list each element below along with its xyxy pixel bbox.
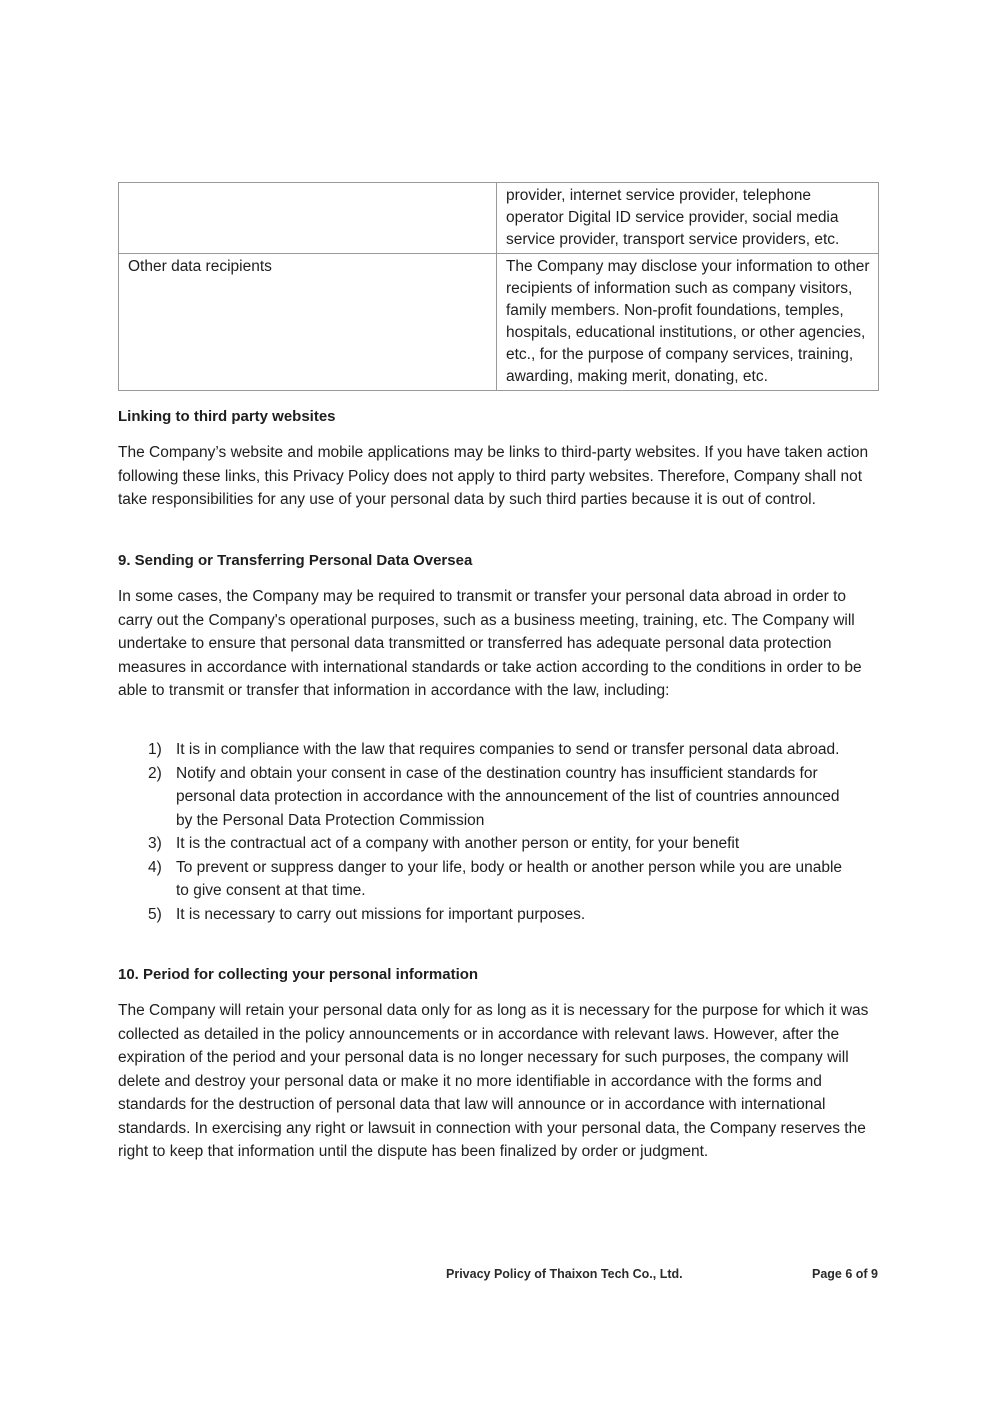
table-row (119, 254, 879, 391)
footer-document-title: Privacy Policy of Thaixon Tech Co., Ltd. (446, 1267, 683, 1281)
oversea-conditions-list (144, 738, 844, 926)
paragraph-period: The Company will retain your personal data only for as long as it is necessary for the purpose for which it was collected as detailed in the policy announcements or in accordance with relevant laws. However, after the expiration of the period and your personal data is no longer necessary for such purposes, the company will delete and destroy your personal data or make it no more identifiable in accordance with the forms and standards for the destruction of personal data that law will announce or in accordance with international standards. In exercising any right or lawsuit in connection with your personal data, the Company reserves the right to keep that information until the dispute has been finalized by order or judgment. (118, 1002, 869, 1160)
section-heading-period: 10. Period for collecting your personal information (118, 966, 479, 983)
recipient-type-cell: Other data recipients (119, 254, 497, 391)
list-item-text: It is the contractual act of a company with another person or entity, for your benefit (176, 835, 740, 852)
list-item (144, 738, 844, 762)
recipient-description-cell: The Company may disclose your information to other recipients of information such as company visitors, family members. Non-profit foundations, temples, hospitals, educational institutions, or other agencies, etc., for the purpose of company services, training, awarding, making merit, donating, etc. (496, 254, 878, 391)
recipient-type-cell (119, 183, 497, 254)
list-item-text: Notify and obtain your consent in case of the destination country has insufficient standards for personal data protection in accordance with the announcement of the list of countries announced by the Personal Data Protection Commission (176, 764, 840, 829)
recipient-description-cell: provider, internet service provider, telephone operator Digital ID service provider, social media service provider, transport service providers, etc. (496, 183, 878, 254)
footer-page-number: Page 6 of 9 (812, 1267, 878, 1281)
list-item-text: To prevent or suppress danger to your life, body or health or another person while you are unable to give consent at that time. (176, 858, 843, 899)
list-item (144, 762, 844, 833)
list-item-number: 3) (148, 835, 162, 852)
table-row (119, 183, 879, 254)
data-recipients-table (118, 182, 879, 391)
list-item-number: 2) (148, 764, 162, 782)
list-item-text: It is necessary to carry out missions for important purposes. (176, 905, 586, 923)
list-item-text: It is in compliance with the law that requires companies to send or transfer personal data abroad. (176, 741, 840, 758)
list-item-number: 4) (148, 858, 162, 876)
paragraph-third-party: The Company’s website and mobile applications may be links to third-party websites. If you have taken action following these links, this Privacy Policy does not apply to third party websites. Therefore, Company shall not take responsibilities for any use of your personal data by such third parties because it is out of control. (118, 444, 869, 508)
list-item-number: 5) (148, 905, 162, 923)
list-item-number: 1) (148, 741, 162, 758)
section-heading-third-party: Linking to third party websites (118, 408, 336, 425)
list-item (144, 832, 844, 856)
paragraph-oversea: In some cases, the Company may be required to transmit or transfer your personal data abroad in order to carry out the Company's operational purposes, such as a business meeting, training, etc. The Company will undertake to ensure that personal data transmitted or transferred has adequate personal data protection measures in accordance with international standards or take action according to the conditions in order to be able to transmit or transfer that information in accordance with the law, including: (118, 588, 862, 699)
list-item (144, 903, 844, 927)
list-item (144, 856, 844, 903)
section-heading-oversea: 9. Sending or Transferring Personal Data Oversea (118, 552, 473, 569)
